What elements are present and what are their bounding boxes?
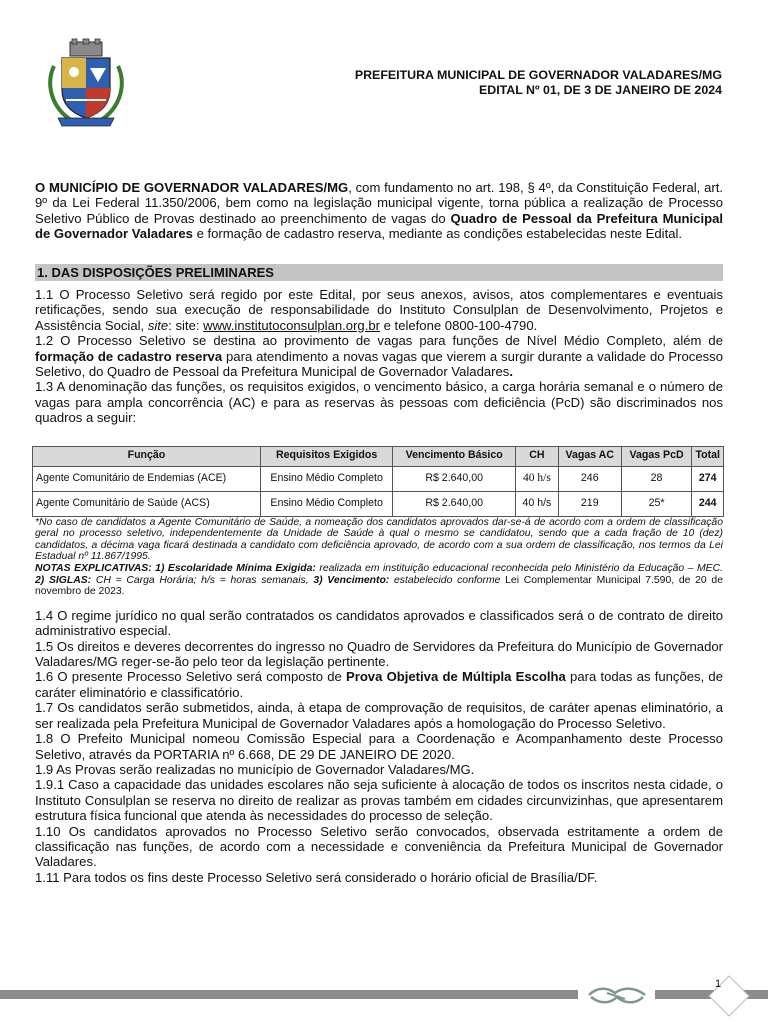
table-cell: 244 xyxy=(692,491,724,516)
col-ch-header: CH xyxy=(515,446,558,466)
page-number: 1 xyxy=(714,978,722,990)
table-cell: 40 h/s xyxy=(515,466,558,491)
p16-text-c: para todas as funções, de caráter eliminatório e classificatório. xyxy=(35,669,723,700)
col-total-header: Total xyxy=(692,446,724,466)
explanatory-notes xyxy=(35,563,723,598)
col-vagas-ac-header: Vagas AC xyxy=(558,446,621,466)
p12-text-a: 1.2 O Processo Seletivo se destina ao provimento de vagas para funções de Nível Médio Completo, além de xyxy=(35,333,723,349)
table-footnote: *No caso de candidatos a Agente Comunitário de Saúde, a nomeação dos candidatos aprovados dar-se-á de acordo com a ordem de classificação geral no processo seletivo, independentemente da Unidade de Saúde à qual o mesmo se candidatou, sendo que a cada fração de 10 (dez) candidatos, a décima vaga ficará destinada a candidato com deficiência aprovado, de acordo com a sua ordem de classificação, nos termos da Lei Estadual nº 11.867/1995. xyxy=(35,516,723,563)
paragraph-1-9: 1.9 As Provas serão realizadas no município de Governador Valadares/MG. xyxy=(35,761,475,777)
handshake-icon xyxy=(585,983,649,1007)
section-heading: 1. DAS DISPOSIÇÕES PRELIMINARES xyxy=(35,264,723,281)
table-row xyxy=(33,491,724,516)
paragraph-1-5: 1.5 Os direitos e deveres decorrentes do ingresso no Quadro de Servidores da Prefeitura do Município de Governador Valadares/MG reger-se-ão pelo teor da legislação pertinente. xyxy=(35,638,723,670)
table-cell: Agente Comunitário de Endemias (ACE) xyxy=(33,466,261,491)
paragraph-1-1 xyxy=(35,287,723,333)
table-row xyxy=(33,466,724,491)
note-text-3: estabelecido conforme xyxy=(389,574,506,586)
col-vencimento-header: Vencimento Básico xyxy=(393,446,516,466)
intro-bold-municipio: O MUNICÍPIO DE GOVERNADOR VALADARES/MG xyxy=(35,180,349,195)
table-header-row xyxy=(33,446,724,466)
table-cell: Ensino Médio Completo xyxy=(260,466,393,491)
p16-text-a: 1.6 O presente Processo Seletivo será composto de xyxy=(35,669,346,685)
intro-paragraph xyxy=(35,180,723,242)
note-bold-2: 2) SIGLAS: xyxy=(35,574,92,586)
municipal-crest-logo xyxy=(44,38,128,130)
col-vagas-pcd-header: Vagas PcD xyxy=(621,446,692,466)
paragraph-1-6 xyxy=(35,669,723,700)
note-text-2: CH = Carga Horária; h/s = horas semanais, xyxy=(91,574,314,586)
note-text-4: Lei Complementar Municipal 7.590, de 20 de novembro de 2023. xyxy=(35,574,723,598)
paragraph-1-11: 1.11 Para todos os fins deste Processo Seletivo será considerado o horário oficial de Brasília/DF. xyxy=(35,869,598,885)
table-cell: R$ 2.640,00 xyxy=(393,466,516,491)
p11-text-c: e telefone 0800-100-4790. xyxy=(380,317,538,333)
p16-bold-prova: Prova Objetiva de Múltipla Escolha xyxy=(345,669,566,685)
footer-bar-left xyxy=(0,990,578,999)
table-cell: Agente Comunitário de Saúde (ACS) xyxy=(33,491,261,516)
table-cell: 219 xyxy=(558,491,621,516)
footer-bar xyxy=(0,990,768,999)
table-cell: 274 xyxy=(692,466,724,491)
header-edital-title: EDITAL Nº 01, DE 3 DE JANEIRO DE 2024 xyxy=(478,83,722,97)
table-cell: R$ 2.640,00 xyxy=(393,491,516,516)
table-cell: Ensino Médio Completo xyxy=(260,491,393,516)
header-municipality: PREFEITURA MUNICIPAL DE GOVERNADOR VALADARES/MG xyxy=(354,68,722,82)
intro-text-1: , com fundamento no art. 198, § 4º, da Constituição Federal, art. 9º da Lei Federal 11.350/2006, bem como na legislação municipal vigente, torna pública a realização de Processo Seletivo Público de Provas destinado ao preenchimento de vagas do xyxy=(35,180,723,226)
p11-text-b: : site: xyxy=(168,317,204,333)
table-cell: 25* xyxy=(621,491,692,516)
table-cell: 40 h/s xyxy=(515,491,558,516)
paragraph-1-2 xyxy=(35,333,723,379)
paragraph-1-8: 1.8 O Prefeito Municipal nomeou Comissão Especial para a Coordenação e Acompanhamento deste Processo Seletivo, através da PORTARIA nº 6.668, DE 29 DE JANEIRO DE 2020. xyxy=(35,731,723,762)
paragraph-1-7: 1.7 Os candidatos serão submetidos, ainda, à etapa de comprovação de requisitos, de caráter apenas eliminatório, a ser realizada pela Prefeitura Municipal de Governador Valadares após a homologação do Processo Seletivo. xyxy=(35,700,723,731)
p12-dot: . xyxy=(509,364,513,380)
paragraph-1-4: 1.4 O regime jurídico no qual serão contratados os candidatos aprovados e classificados será o de contrato de direito administrativo especial. xyxy=(35,607,723,639)
intro-text-2: e formação de cadastro reserva, mediante as condições estabelecidas neste Edital. xyxy=(192,226,683,242)
col-funcao-header: Função xyxy=(33,446,261,466)
p12-bold-cadastro: formação de cadastro reserva xyxy=(35,348,223,364)
paragraph-1-3: 1.3 A denominação das funções, os requisitos exigidos, o vencimento básico, a carga horária semanal e o número de vagas para ampla concorrência (AC) e para as reservas às pessoas com deficiência (PcD) são discriminados nos quadros a seguir: xyxy=(35,379,723,426)
document-body xyxy=(35,180,723,885)
note-text-1: realizada em instituição educacional reconhecida pelo Ministério da Educação – MEC. xyxy=(315,563,723,575)
intro-bold-quadro: Quadro de Pessoal da Prefeitura Municipal de Governador Valadares xyxy=(35,210,723,242)
consulplan-website-link[interactable]: www.institutoconsulplan.org.br xyxy=(203,317,380,333)
paragraph-1-10: 1.10 Os candidatos aprovados no Processo Seletivo serão convocados, observada estritamente a ordem de classificação nas funções, de acordo com a necessidade e conveniência da Prefeitura Municipal de Governador Valadares. xyxy=(35,823,723,870)
p12-text-c: para atendimento a novas vagas que vierem a surgir durante a validade do Processo Seletivo, do Quadro de Pessoal da Prefeitura Municipal de Governador Valadares xyxy=(35,348,723,380)
p11-text-a: 1.1 O Processo Seletivo será regido por este Edital, por seus anexos, avisos, atos complementares e eventuais retificações, sendo sua execução de responsabilidade do Instituto Consulplan de Desenvolvimento, Projetos e Assistência Social, xyxy=(35,287,723,333)
col-requisitos-header: Requisitos Exigidos xyxy=(260,446,393,466)
p11-site-italic: site xyxy=(147,317,169,333)
note-bold-1: NOTAS EXPLICATIVAS: 1) Escolaridade Mínima Exigida: xyxy=(35,563,316,575)
document-header xyxy=(355,68,722,98)
table-cell: 246 xyxy=(558,466,621,491)
table-cell: 28 xyxy=(621,466,692,491)
note-bold-3: 3) Vencimento: xyxy=(313,574,390,586)
paragraph-1-9-1: 1.9.1 Caso a capacidade das unidades escolares não seja suficiente à alocação de todos os inscritos nesta cidade, o Instituto Consulplan se reserva no direito de realizar as provas também em cidades circunvizinhas, que apresentarem estrutura física funcional que atenda às necessidades do processo de seleção. xyxy=(35,777,723,824)
vacancies-table xyxy=(32,446,724,517)
